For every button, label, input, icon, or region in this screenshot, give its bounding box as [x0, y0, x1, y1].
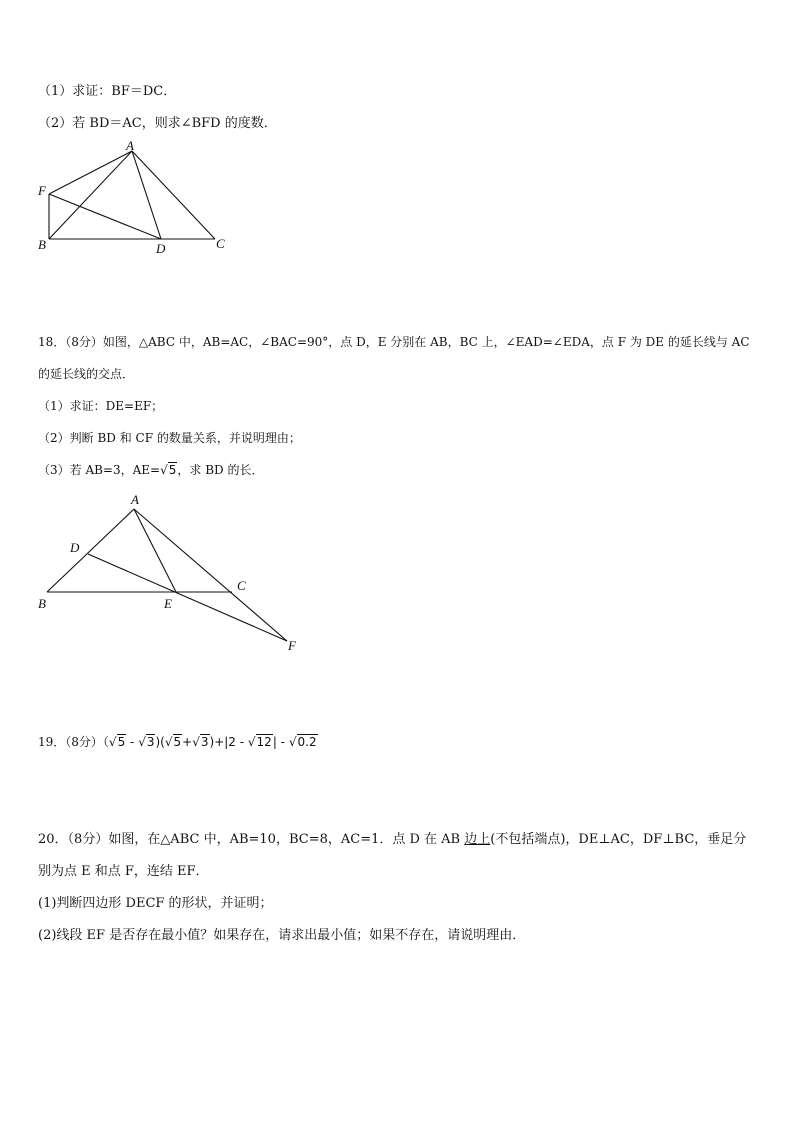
q18-stem-line1: 18．（8分）如图，△ABC 中，AB=AC，∠BAC=90°，点 D，E 分别在 AB，BC 上，∠EAD=∠EDA，点 F 为 DE 的延长线与 AC [38, 335, 750, 349]
segment-df [88, 554, 287, 641]
q19-plus: + [182, 735, 193, 749]
q19-radicand-3: 5 [173, 735, 182, 749]
sqrt-symbol: √5 [164, 735, 182, 749]
q19-expression [103, 735, 318, 749]
sqrt-symbol: √3 [138, 735, 155, 749]
label-b: B [38, 596, 46, 611]
label-c: C [216, 236, 225, 251]
q17-part2: （2）若 BD＝AC，则求∠BFD 的度数． [38, 116, 277, 131]
q19-radicand-6: 0.2 [297, 735, 317, 749]
q19-abs-close: | - [272, 735, 289, 749]
sqrt-symbol: √3 [192, 735, 209, 749]
segment-ab [47, 509, 134, 592]
q19-minus: - [126, 735, 139, 749]
q18-part3-radicand: 5 [168, 463, 177, 477]
q19-mid: )( [155, 735, 165, 749]
q18-part2: （2）判断 BD 和 CF 的数量关系，并说明理由； [38, 431, 301, 445]
segment-ae [134, 509, 176, 592]
label-a: A [131, 492, 139, 507]
segment-ab [49, 151, 132, 239]
q18-part3-suffix: ，求 BD 的长． [177, 463, 264, 477]
segment-af [49, 151, 132, 194]
q18-figure [30, 490, 310, 660]
q17-part1: （1）求证：BF＝DC． [38, 84, 177, 99]
label-f: F [288, 638, 296, 653]
sqrt-symbol: √0.2 [288, 735, 317, 749]
q19-radicand-5: 12 [256, 735, 272, 749]
q18-part1: （1）求证：DE=EF； [38, 399, 164, 413]
q18-part3-prefix: （3）若 AB=3，AE= [38, 463, 161, 477]
q18-part3 [38, 462, 263, 478]
q18-stem-line2: 的延长线的交点． [38, 367, 135, 381]
q20-part2: (2)线段 EF 是否存在最小值？如果存在，请求出最小值；如果不存在，请说明理由． [38, 928, 526, 943]
sqrt-symbol: √5 [160, 463, 177, 477]
q19-radicand-4: 3 [200, 735, 209, 749]
label-d: D [70, 540, 80, 555]
q20-line1-b: (不包括端点)，DE⊥AC，DF⊥BC，垂足分 [490, 832, 747, 847]
sqrt-symbol: √5 [108, 735, 126, 749]
q19-radicand-2: 3 [146, 735, 155, 749]
q20-line1 [38, 832, 746, 848]
q20-line1-underlined: 边上 [464, 832, 491, 847]
segment-fd [49, 194, 161, 239]
q20-line1-a: 20．（8分）如图，在△ABC 中，AB=10，BC=8，AC=1．点 D 在 AB [38, 832, 465, 847]
label-b: B [38, 237, 46, 252]
q17-figure [30, 140, 240, 260]
q20-part1: (1)判断四边形 DECF 的形状，并证明； [38, 896, 273, 911]
label-a: A [126, 140, 134, 153]
q20-line2: 别为点 E 和点 F，连结 EF． [38, 864, 209, 879]
sqrt-symbol: √12 [247, 735, 272, 749]
q19-radicand-1: 5 [117, 735, 126, 749]
segment-ad [132, 151, 161, 239]
label-d: D [156, 241, 166, 256]
q19-paren-open: （ [102, 735, 109, 749]
segment-ac [132, 151, 215, 239]
label-c: C [237, 578, 246, 593]
label-e: E [164, 596, 172, 611]
segment-ac-extended [134, 509, 287, 641]
q19 [38, 734, 318, 750]
q19-prefix: 19．（8分） [38, 735, 103, 749]
q19-abs-open: )+|2 - [209, 735, 248, 749]
label-f: F [38, 183, 46, 198]
